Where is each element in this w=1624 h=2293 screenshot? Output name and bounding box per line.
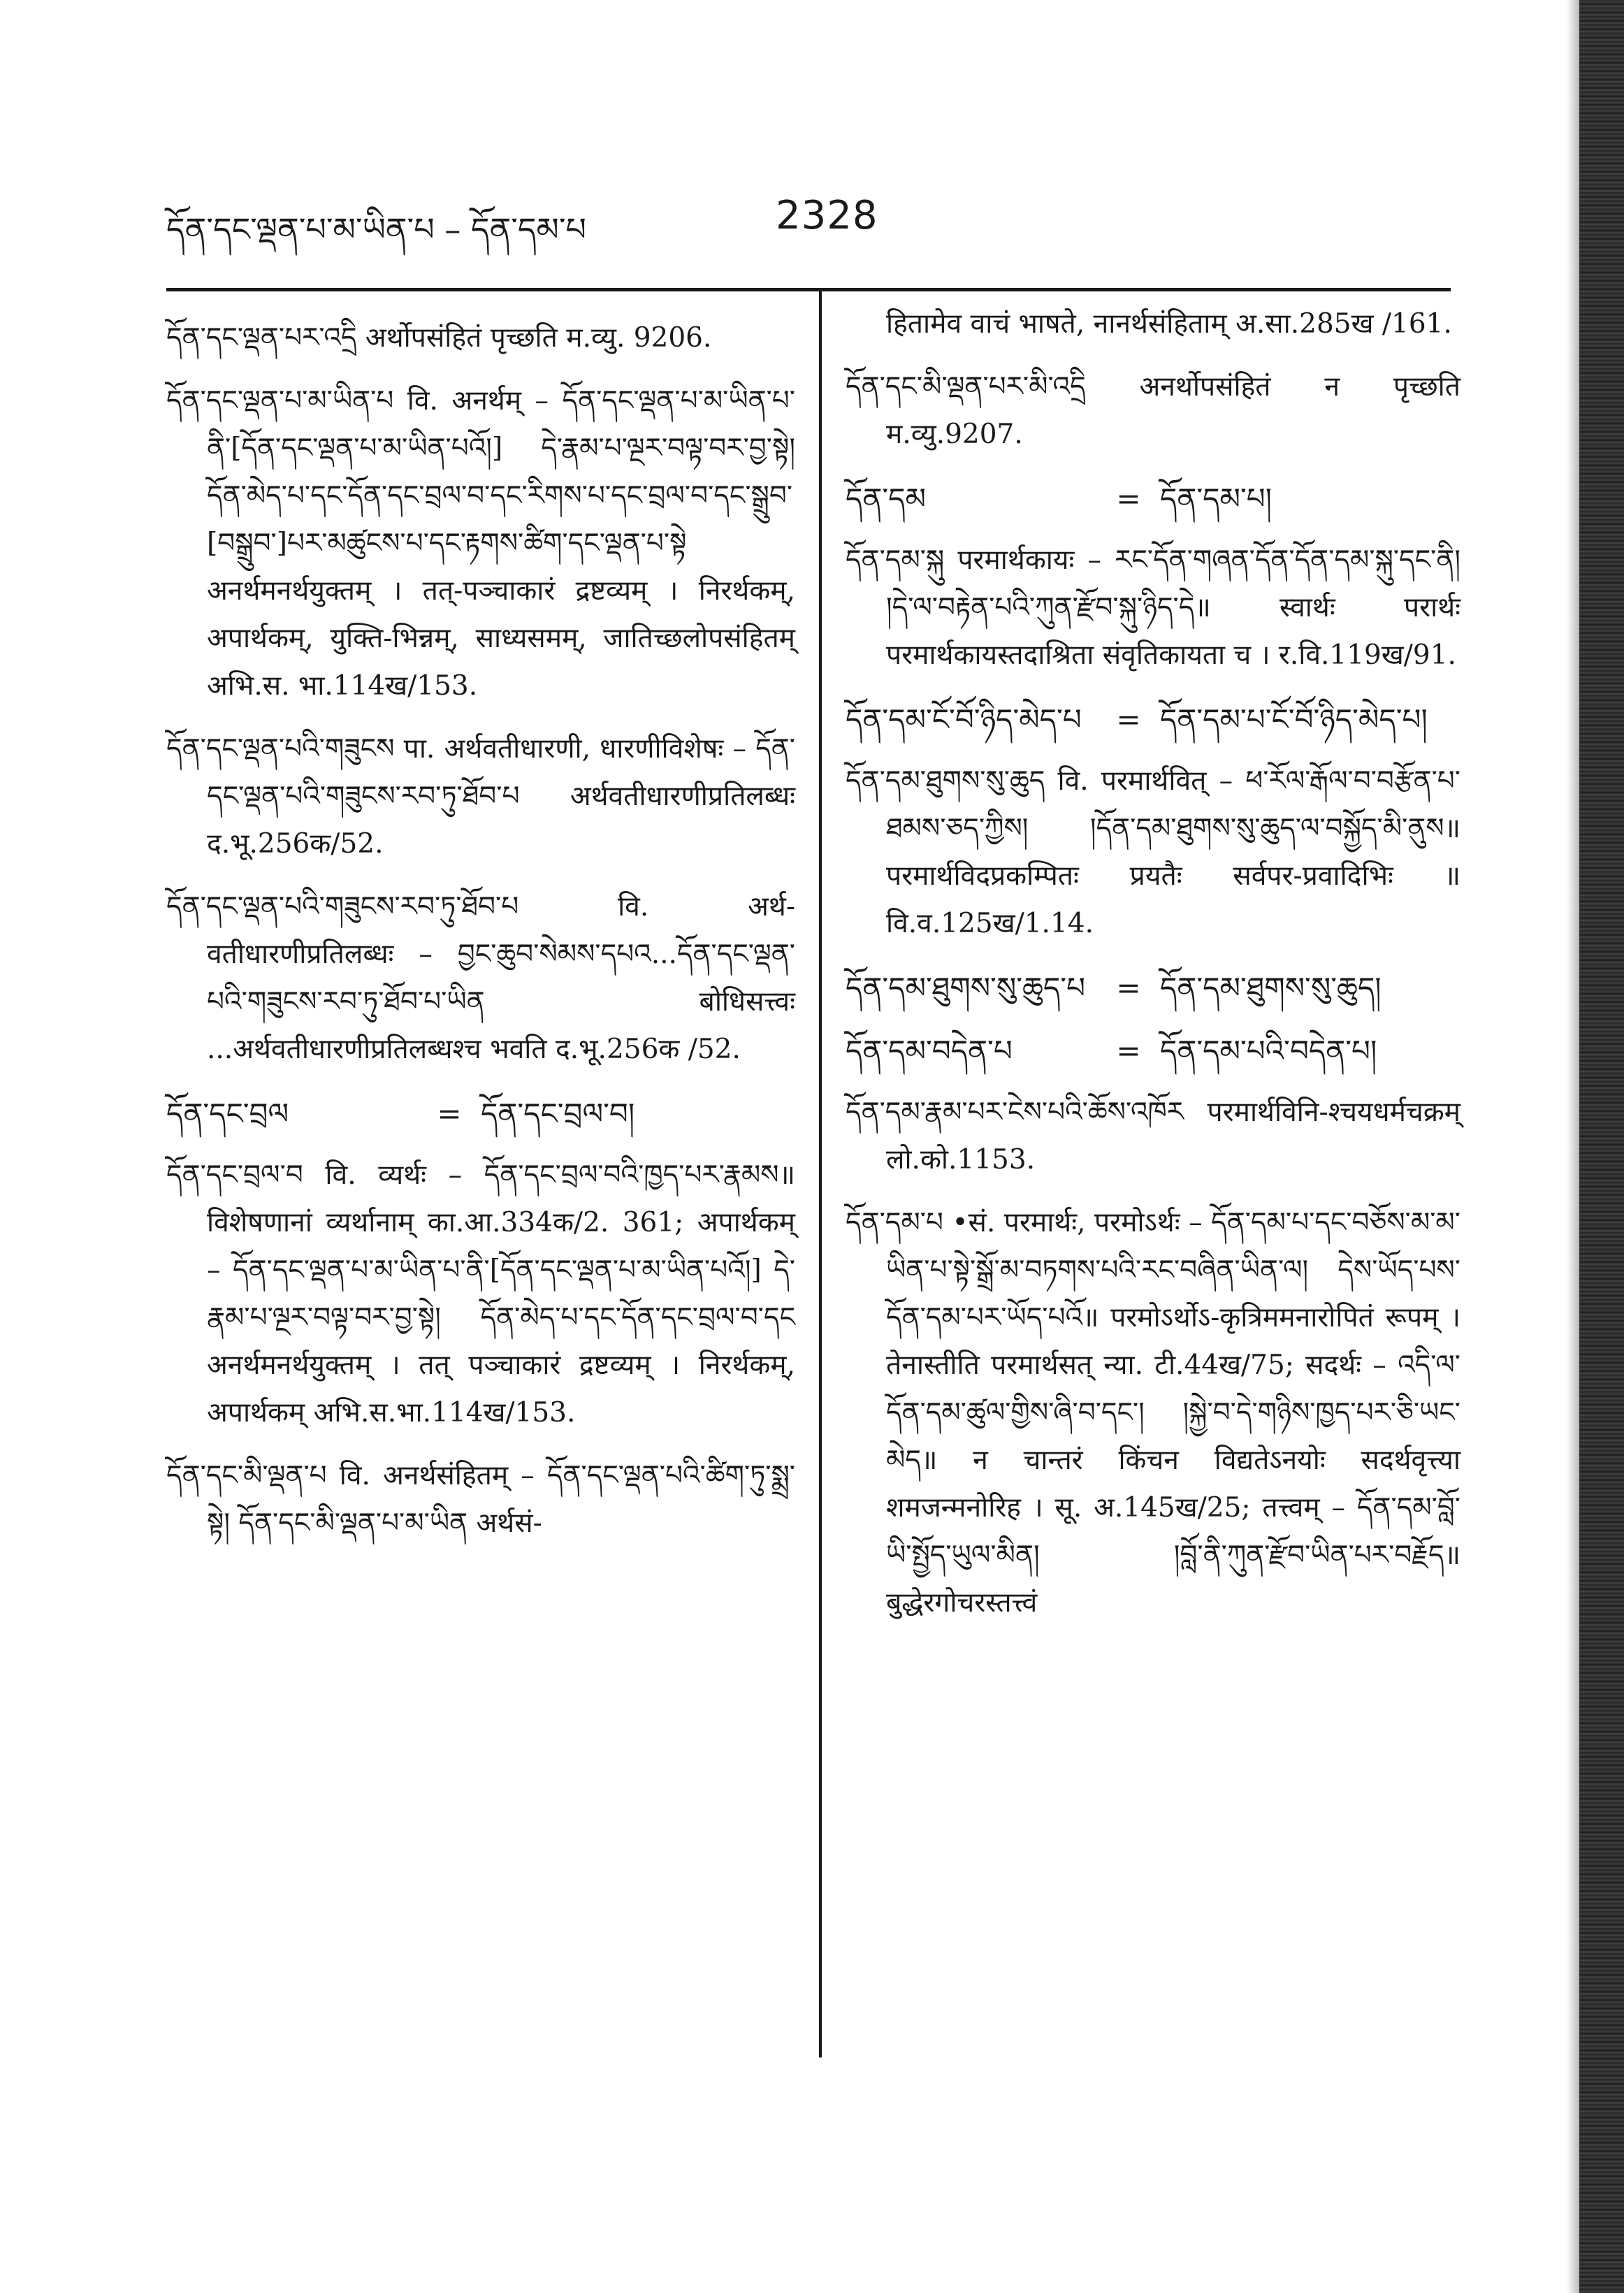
cross-reference-target: དོན་དམ་པ། bbox=[1160, 482, 1273, 516]
cross-reference-headword: དོན་དམ་ངོ་བོ་ཉིད་མེད་པ bbox=[846, 702, 1082, 737]
cross-reference-headword: དོན་དང་བྲལ bbox=[166, 1097, 289, 1131]
cross-reference-entry bbox=[846, 1026, 1460, 1076]
dictionary-entry: དོན་དང་ལྡན་པ་མ་ཡིན་པ वि. अनर्थम् – དོན་དང་ལྡན་པ་མ་ཡིན་པ་ནི་[དོན་དང་ལྡན་པ་མ་ཡིན་པའོ།] དེ་རྣམ་པ་ལྔར་བལྟ་བར་བྱ་སྟེ། དོན་མེད་པ་དང་དོན་དང་བྲལ་བ་དང་རིགས་པ་དང་བྲལ་བ་དང་སྒྲུབ་[བསྒྲུབ་]པར་མཚུངས་པ་དང་རྟགས་ཚིག་དང་ལྡན་པ་སྟེ अनर्थमनर्थयुक्तम् । तत्-पञ्चाकारं द्रष्टव्यम् । निरर्थकम्, अपार्थकम्, युक्ति-भिन्नम्, साध्यसमम्, जातिच्छलोपसंहितम् अभि.स. भा.114ख/153. bbox=[166, 385, 795, 702]
dictionary-entry: དོན་དང་བྲལ་བ वि. व्यर्थः – དོན་དང་བྲལ་བའི་ཁྱད་པར་རྣམས॥ विशेषणानां व्यर्थानाम् का.आ.334क/2. 361; अपार्थकम् – དོན་དང་ལྡན་པ་མ་ཡིན་པ་ནི་[དོན་དང་ལྡན་པ་མ་ཡིན་པའོ།] དེ་རྣམ་པ་ལྔར་བལྟ་བར་བྱ་སྟེ། དོན་མེད་པ་དང་དོན་དང་བྲལ་བ་དང अनर्थमनर्थयुक्तम् । तत् पञ्चाकारं द्रष्टव्यम् । निरर्थकम्, अपार्थकम् अभि.स.भा.114ख/153. bbox=[166, 1159, 795, 1428]
right-column bbox=[846, 301, 1460, 1642]
scan-edge-shadow bbox=[1579, 0, 1624, 2293]
dictionary-entry: དོན་དང་ལྡན་པར་འདྲི अर्थोपसंहितं पृच्छति म.व्यु. 9206. bbox=[166, 322, 712, 354]
dictionary-entry: དོན་དམ་ཐུགས་སུ་ཆུད वि. परमार्थवित् – ཕ་རོལ་རྒོལ་བ་བརྩོན་པ་ཐམས་ཅད་ཀྱིས། །དོན་དམ་ཐུགས་སུ་ཆུད་ལ་བསྐྱོད་མི་ནུས॥ परमार्थविदप्रकम्पितः प्रयतैः सर्वपर-प्रवादिभिः ॥ वि.व.125ख/1.14. bbox=[846, 765, 1460, 939]
dictionary-entry: དོན་དམ་སྐུ परमार्थकायः – རང་དོན་གཞན་དོན་དོན་དམ་སྐུ་དང་ནི། །དེ་ལ་བརྟེན་པའི་ཀུན་རྫོབ་སྐུ་ཉིད་དེ॥ स्वार्थः परार्थः परमार्थकायस्तदाश्रिता संवृतिकायता च । र.वि.119ख/91. bbox=[846, 544, 1460, 671]
cross-reference-target: དོན་དམ་པའི་བདེན་པ། bbox=[1160, 1034, 1377, 1068]
cross-reference-entry bbox=[846, 963, 1460, 1013]
cross-reference-target: དོན་དམ་པ་ངོ་བོ་ཉིད་མེད་པ། bbox=[1160, 702, 1428, 737]
equals-sign: = bbox=[1116, 482, 1141, 516]
equals-sign: = bbox=[437, 1097, 462, 1131]
cross-reference-headword: དོན་དམ bbox=[846, 482, 926, 516]
cross-reference-entry bbox=[166, 1089, 795, 1139]
cross-reference-target: དོན་དམ་ཐུགས་སུ་ཆུད། bbox=[1160, 971, 1382, 1005]
cross-reference-headword: དོན་དམ་བདེན་པ bbox=[846, 1034, 1013, 1068]
cross-reference-headword: དོན་དམ་ཐུགས་སུ་ཆུད་པ bbox=[846, 971, 1086, 1005]
header-rule bbox=[166, 288, 1451, 291]
dictionary-entry: དོན་དམ་པ •सं. परमार्थः, परमोऽर्थः – དོན་དམ་པ་དང་བཅོས་མ་མ་ཡིན་པ་སྟེ་སྒྲོ་མ་བཏགས་པའི་རང་བཞིན་ཡིན་ལ། དེས་ཡོད་པས་དོན་དམ་པར་ཡོད་པའོ॥ परमोऽर्थोऽ-कृत्रिममनारोपितं रूपम् । तेनास्तीति परमार्थसत् न्या. टी.44ख/75; सदर्थः – འདི་ལ་དོན་དམ་ཚུལ་གྱིས་ཞི་བ་དང་། །སྐྱེ་བ་དེ་གཉིས་ཁྱད་པར་ཅི་ཡང་མེད॥ न चान्तरं किंचन विद्यतेऽनयोः सदर्थवृत्त्या शमजन्मनोरिह । सू. अ.145ख/25; तत्त्वम् – དོན་དམ་བློ་ཡི་སྤྱོད་ཡུལ་མིན། །བློ་ནི་ཀུན་རྫོབ་ཡིན་པར་བརྗོད॥ बुद्धेरगोचरस्तत्त्वं bbox=[846, 1207, 1460, 1619]
dictionary-entry: དོན་དམ་རྣམ་པར་ངེས་པའི་ཆོས་འཁོར परमार्थविनि-श्चयधर्मचक्रम् लो.को.1153. bbox=[846, 1097, 1460, 1176]
dictionary-entry-continued: हितामेव वाचं भाषते, नानर्थसंहिताम् अ.सा.285ख /161. bbox=[886, 308, 1452, 340]
running-header: དོན་དང་ལྡན་པ་མ་ཡིན་པ – དོན་དམ་པ bbox=[166, 210, 586, 248]
dictionary-entry: དོན་དང་ལྡན་པའི་གཟུངས पा. अर्थवतीधारणी, धारणीविशेषः – དོན་དང་ལྡན་པའི་གཟུངས་རབ་ཏུ་ཐོབ་པ अर्थवतीधारणीप्रतिलब्धः द.भू.256क/52. bbox=[166, 733, 795, 860]
cross-reference-entry bbox=[846, 695, 1460, 745]
dictionary-entry: དོན་དང་མི་ལྡན་པར་མི་འདྲི अनर्थोपसंहितं न पृच्छति म.व्यु.9207. bbox=[846, 371, 1460, 450]
dictionary-entry: དོན་དང་ལྡན་པའི་གཟུངས་རབ་ཏུ་ཐོབ་པ वि. अर्थ-वतीधारणीप्रतिलब्धः – བྱང་ཆུབ་སེམས་དཔའ...དོན་དང་ལྡན་པའི་གཟུངས་རབ་ཏུ་ཐོབ་པ་ཡིན बोधिसत्त्वः ...अर्थवतीधारणीप्रतिलब्धश्च भवति द.भू.256क /52. bbox=[166, 891, 795, 1065]
dictionary-entry: དོན་དང་མི་ལྡན་པ वि. अनर्थसंहितम् – དོན་དང་ལྡན་པའི་ཚིག་ཏུ་སྨྲ་སྟེ། དོན་དང་མི་ལྡན་པ་མ་ཡིན अर्थसं- bbox=[166, 1460, 795, 1539]
cross-reference-entry bbox=[846, 474, 1460, 524]
column-divider bbox=[819, 289, 822, 2057]
left-column bbox=[166, 301, 795, 1563]
page-number: 2328 bbox=[776, 193, 878, 238]
cross-reference-target: དོན་དང་བྲལ་བ། bbox=[481, 1097, 635, 1131]
equals-sign: = bbox=[1116, 971, 1141, 1005]
equals-sign: = bbox=[1116, 702, 1141, 737]
equals-sign: = bbox=[1116, 1034, 1141, 1068]
